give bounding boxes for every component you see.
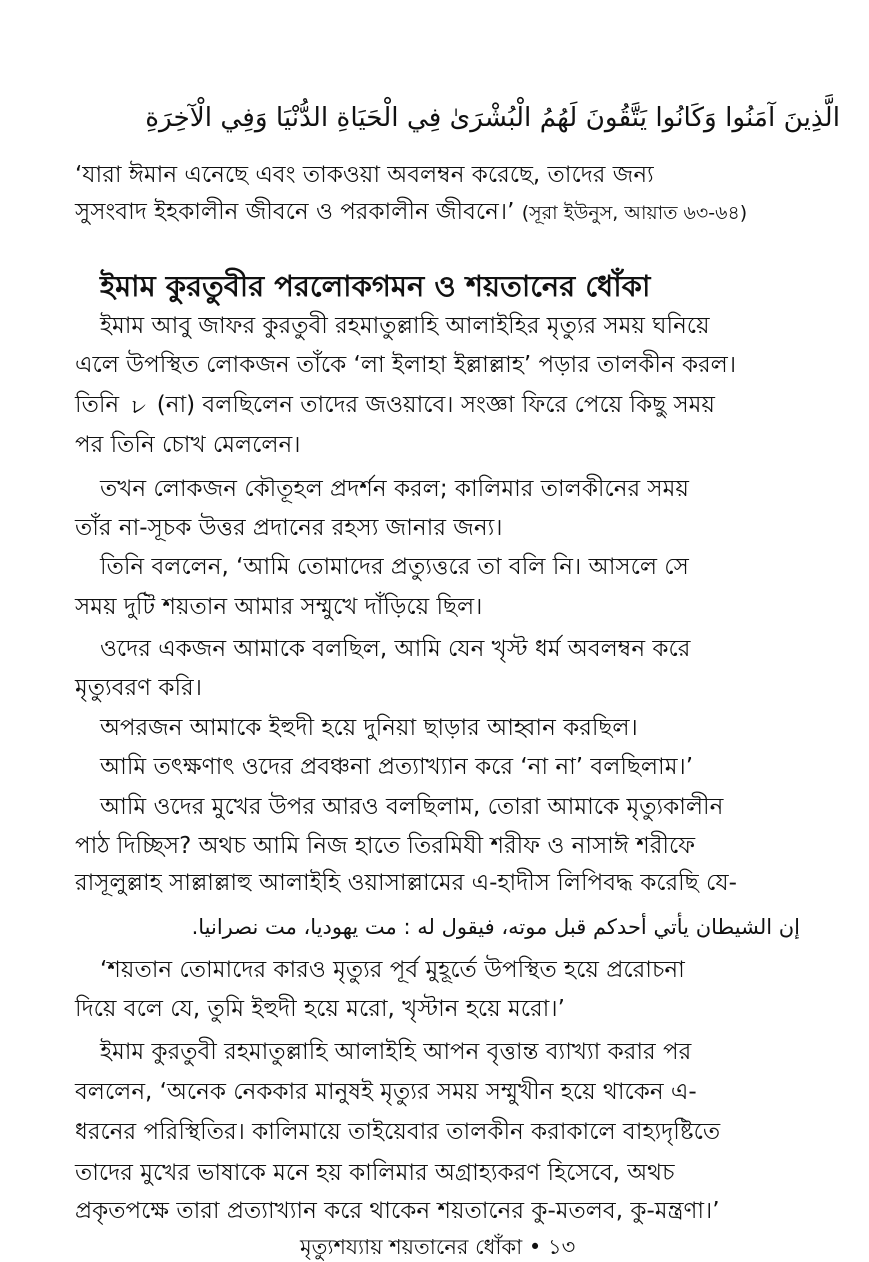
section-heading: ইমাম কুরতুবীর পরলোকগমন ও শয়তানের ধোঁকা: [100, 269, 651, 303]
body-line: ‘শয়তান তোমাদের কারও মৃত্যুর পূর্ব মুহূর্তে উপস্থিত হয়ে প্ররোচনা: [100, 957, 685, 983]
page-footer: মৃত্যুশয্যায় শয়তানের ধোঁকা • ১৩: [300, 1235, 576, 1259]
body-line: আমি তৎক্ষণাৎ ওদের প্রবঞ্চনা প্রত্যাখ্যান করে ‘না না’ বলছিলাম।’: [100, 754, 693, 780]
body-line: অপরজন আমাকে ইহুদী হয়ে দুনিয়া ছাড়ার আহ্বান করছিল।: [100, 715, 638, 741]
body-line: তিনি ㇾ (না) বলছিলেন তাদের জওয়াবে। সংজ্ঞা ফিরে পেয়ে কিছু সময়: [75, 392, 715, 418]
body-line: ধরনের পরিস্থিতির। কালিমায়ে তাইয়েবার তালকীন করাকালে বাহ্যদৃষ্টিতে: [75, 1119, 721, 1145]
hadith-arabic: إن الشيطان يأتي أحدكم قبل موته، فيقول له : مت يهوديا، مت نصرانيا.: [191, 915, 800, 939]
verse-reference: (সূরা ইউনুস, আয়াত ৬৩-৬৪): [521, 202, 748, 224]
body-line: তাদের মুখের ভাষাকে মনে হয় কালিমার অগ্রাহ্যকরণ হিসেবে, অথচ: [75, 1160, 675, 1186]
body-line: ইমাম কুরতুবী রহমাতুল্লাহি আলাইহি আপন বৃত্তান্ত ব্যাখ্যা করার পর: [100, 1039, 692, 1065]
body-line: তিনি বললেন, ‘আমি তোমাদের প্রত্যুত্তরে তা বলি নি। আসলে সে: [100, 554, 689, 580]
body-line: সময় দুটি শয়তান আমার সম্মুখে দাঁড়িয়ে ছিল।: [75, 594, 483, 620]
body-line: পাঠ দিচ্ছিস? অথচ আমি নিজ হাতে তিরমিযী শরীফ ও নাসাঈ শরীফে: [75, 833, 696, 859]
body-line: মৃত্যুবরণ করি।: [75, 675, 202, 701]
body-line: বললেন, ‘অনেক নেককার মানুষই মৃত্যুর সময় সম্মুখীন হয়ে থাকেন এ-: [75, 1079, 697, 1105]
body-line: এলে উপস্থিত লোকজন তাঁকে ‘লা ইলাহা ইল্লাল্লাহ’ পড়ার তালকীন করল।: [75, 352, 737, 378]
body-line: দিয়ে বলে যে, তুমি ইহুদী হয়ে মরো, খৃস্টান হয়ে মরো।’: [75, 996, 565, 1022]
translation-text: সুসংবাদ ইহকালীন জীবনে ও পরকালীন জীবনে।’: [75, 199, 515, 225]
body-line: ইমাম আবু জাফর কুরতুবী রহমাতুল্লাহি আলাইহির মৃত্যুর সময় ঘনিয়ে: [100, 313, 710, 339]
body-line: তাঁর না-সূচক উত্তর প্রদানের রহস্য জানার জন্য।: [75, 515, 503, 541]
body-line: আমি ওদের মুখের উপর আরও বলছিলাম, তোরা আমাকে মৃত্যুকালীন: [100, 794, 724, 820]
translation-line: [75, 197, 815, 228]
body-line: ওদের একজন আমাকে বলছিল, আমি যেন খৃস্ট ধর্ম অবলম্বন করে: [100, 636, 691, 662]
body-line: রাসূলুল্লাহ সাল্লাল্লাহু আলাইহি ওয়াসাল্লামের এ-হাদীস লিপিবদ্ধ করেছি যে-: [75, 870, 737, 896]
body-line: প্রকৃতপক্ষে তারা প্রত্যাখ্যান করে থাকেন শয়তানের কু-মতলব, কু-মন্ত্রণা।’: [75, 1198, 720, 1224]
body-line: পর তিনি চোখ মেললেন।: [75, 432, 301, 458]
quran-verse: الَّذِينَ آمَنُوا وَكَانُوا يَتَّقُونَ لَهُمُ الْبُشْرَىٰ فِي الْحَيَاةِ الدُّنْيَا وَفِي الْآخِرَةِ: [145, 103, 840, 133]
translation-text: ‘যারা ঈমান এনেছে এবং তাকওয়া অবলম্বন করেছে, তাদের জন্য: [75, 162, 654, 188]
translation-line: [75, 160, 805, 190]
body-line: তখন লোকজন কৌতূহল প্রদর্শন করল; কালিমার তালকীনের সময়: [100, 476, 689, 502]
